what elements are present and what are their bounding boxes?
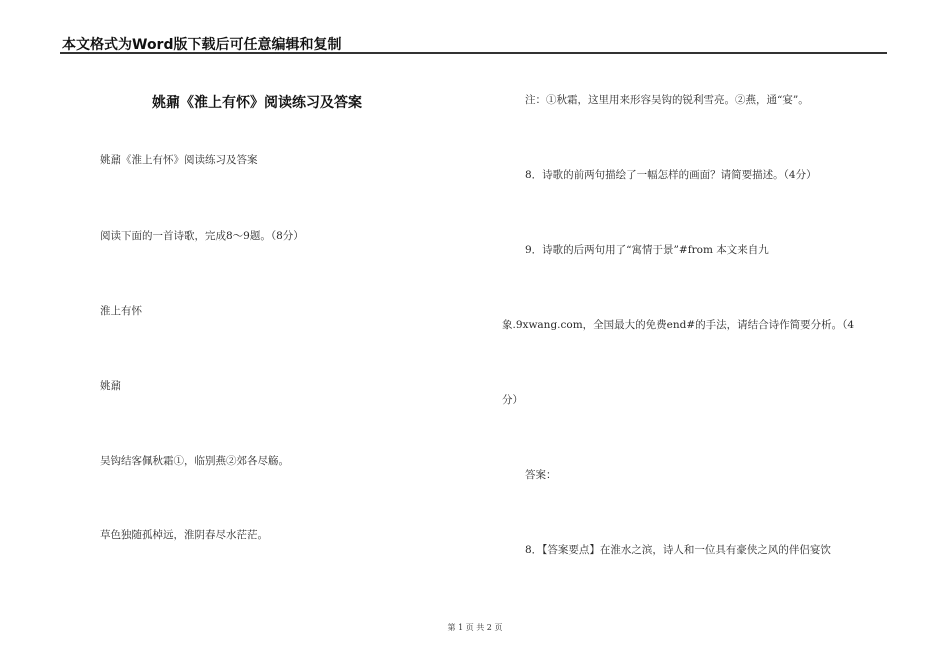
document-header: 本文格式为Word版下载后可任意编辑和复制	[62, 37, 342, 53]
document-title: 姚鼐《淮上有怀》阅读练习及答案	[152, 95, 362, 111]
header-divider	[60, 52, 887, 54]
question-9-part-2: 象.9xwang.com，全国最大的免费end#的手法，请结合诗作简要分析。（4	[502, 319, 855, 331]
question-8: 8．诗歌的前两句描绘了一幅怎样的画面？请简要描述。（4分）	[525, 169, 817, 181]
question-9-part-3: 分）	[502, 394, 523, 406]
poem-author: 姚鼐	[100, 380, 121, 392]
poem-line-2: 草色独随孤棹远，淮阴春尽水茫茫。	[100, 529, 268, 541]
answer-label: 答案：	[525, 469, 557, 481]
poem-title: 淮上有怀	[100, 305, 142, 317]
question-9-part-1: 9．诗歌的后两句用了“寓情于景”#from 本文来自九	[525, 244, 769, 256]
poem-line-1: 吴钩结客佩秋霜①，临别燕②郊各尽觞。	[100, 455, 289, 467]
left-paragraph-2: 阅读下面的一首诗歌，完成8～9题。（8分）	[100, 230, 304, 242]
annotation-note: 注：①秋霜，这里用来形容吴钩的锐利雪亮。②燕，通“宴”。	[525, 94, 809, 106]
answer-8: 8．【答案要点】在淮水之滨，诗人和一位具有豪侠之风的伴侣宴饮	[525, 544, 831, 556]
left-paragraph-1: 姚鼐《淮上有怀》阅读练习及答案	[100, 154, 258, 166]
page-footer: 第 1 页 共 2 页	[447, 623, 503, 632]
